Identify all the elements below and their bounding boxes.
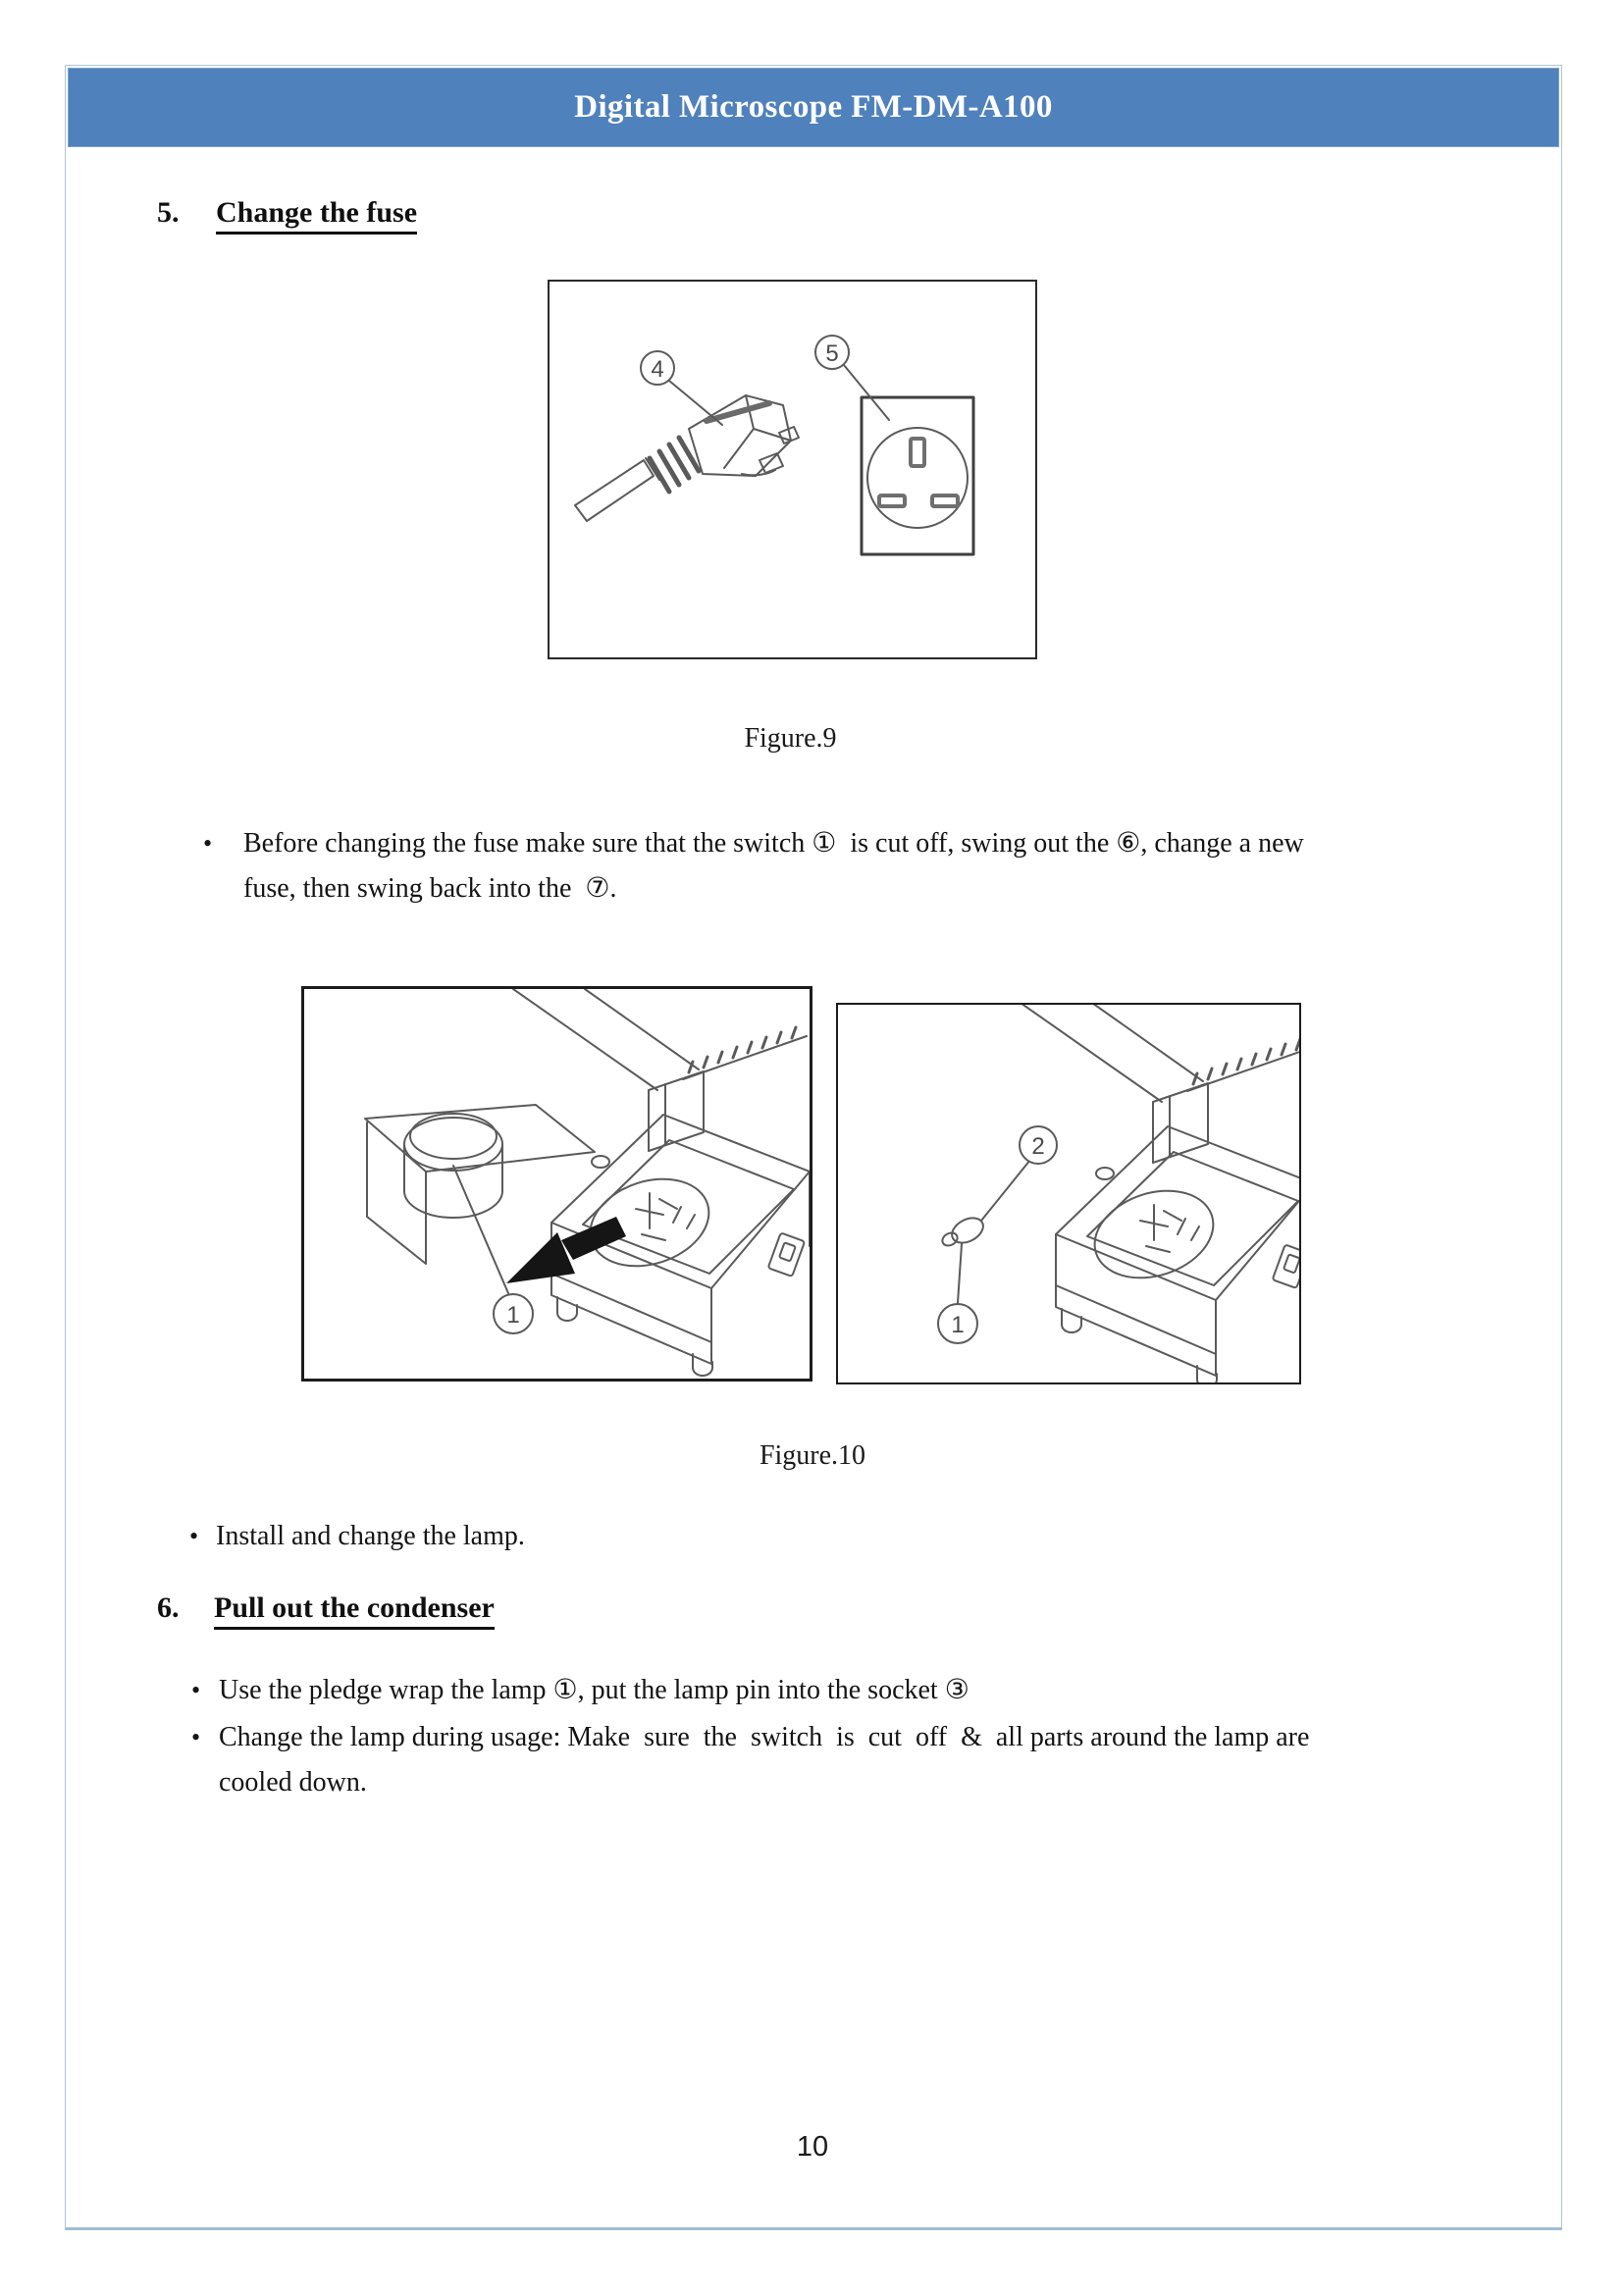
microscope-base-drawing: [513, 989, 810, 1376]
header-bar: [68, 68, 1559, 147]
callout-5-number: 5: [825, 340, 839, 367]
lamp-pin-drawing: [940, 1160, 1030, 1303]
microscope-base-drawing: [1018, 1005, 1299, 1382]
pledge-wrap-text: Use the pledge wrap the lamp ①, put the lamp pin into the socket ③: [219, 1675, 969, 1705]
figure-9-caption: Figure.9: [744, 723, 837, 754]
bullet-marker: •: [191, 1676, 201, 1704]
section-6-heading: [157, 1591, 495, 1630]
figure-10-right-drawing: [838, 1005, 1299, 1382]
install-lamp-bullet: [189, 1514, 525, 1559]
figure-10-caption: Figure.10: [759, 1440, 866, 1471]
section-5-number: 5.: [157, 196, 180, 229]
callout-4-number: 4: [651, 356, 664, 383]
figure-10-left-panel: [301, 986, 812, 1382]
callout-1-right: [938, 1304, 977, 1343]
callout-5: [815, 336, 889, 420]
section-5-title: Change the fuse: [216, 196, 417, 235]
install-lamp-text: Install and change the lamp.: [216, 1521, 525, 1551]
callout-2-right: [1020, 1126, 1057, 1164]
fuse-instruction-text: Before changing the fuse make sure that the switch ① is cut off, swing out the ⑥, change a new fuse, then swing back into the ⑦.: [243, 828, 1311, 904]
page-title: Digital Microscope FM-DM-A100: [574, 89, 1053, 125]
power-plug-drawing: [575, 395, 799, 521]
callout-2-number: 2: [1031, 1133, 1045, 1160]
callout-1-left: [453, 1166, 533, 1333]
pull-direction-arrow: [506, 1217, 626, 1283]
callout-1-left-number: 1: [506, 1302, 520, 1329]
section-6-bullet-list: [191, 1668, 1328, 1805]
fuse-instruction-bullet: [203, 821, 1362, 912]
list-item: [191, 1715, 1328, 1805]
figure-10-right-panel: [836, 1003, 1301, 1384]
bullet-marker: •: [203, 829, 213, 858]
socket-drawing: [862, 397, 973, 554]
section-6-number: 6.: [157, 1591, 180, 1624]
section-6-title: Pull out the condenser: [214, 1591, 495, 1630]
bullet-marker: •: [191, 1723, 201, 1751]
figure-9-drawing: [550, 282, 1035, 657]
section-5-heading: [157, 196, 417, 235]
callout-1-right-number: 1: [951, 1312, 965, 1338]
callout-4: [641, 351, 722, 425]
change-lamp-text: Change the lamp during usage: Make sure the switch is cut off & all parts around the lamp are cooled down.: [219, 1722, 1317, 1798]
figure-10-left-drawing: [304, 989, 810, 1379]
bullet-marker: •: [189, 1522, 199, 1550]
page-number: 10: [796, 2131, 829, 2163]
figure-9-panel: [548, 280, 1037, 659]
list-item: [191, 1668, 1328, 1713]
